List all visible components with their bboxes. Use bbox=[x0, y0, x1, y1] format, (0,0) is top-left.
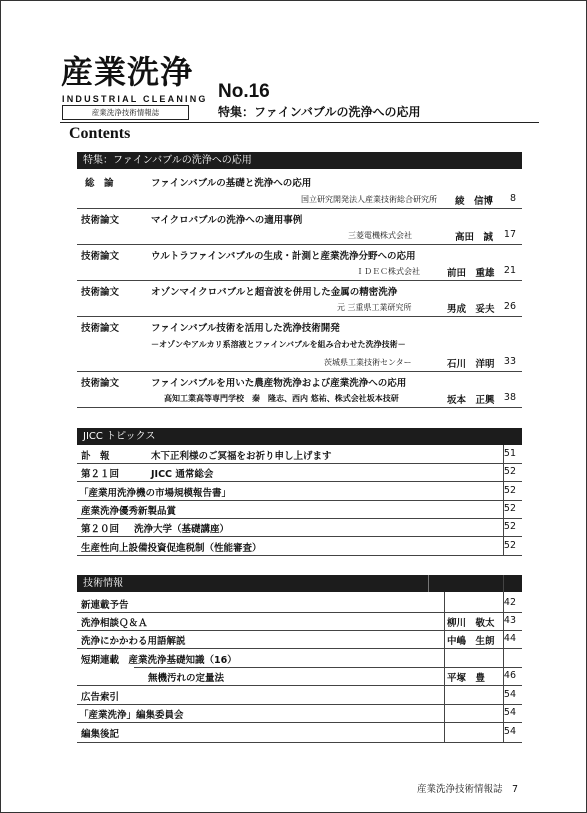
entry-divider bbox=[77, 280, 522, 281]
tech-title: 洗浄相談Ｑ＆Ａ bbox=[81, 618, 148, 629]
tech-page[interactable]: 43 bbox=[503, 615, 516, 626]
jicc-page[interactable]: 52 bbox=[503, 521, 516, 532]
entry-page[interactable]: 26 bbox=[503, 301, 516, 312]
magazine-title: 産業洗浄 bbox=[61, 53, 194, 91]
entry-author: 前田 重雄 bbox=[447, 268, 495, 279]
issue-number: No.16 bbox=[218, 81, 270, 102]
tech-title: 新連載予告 bbox=[81, 600, 129, 611]
magazine-subtitle-en: INDUSTRIAL CLEANING bbox=[62, 94, 208, 104]
entry-divider bbox=[77, 536, 522, 537]
tech-title: 編集後記 bbox=[81, 729, 120, 740]
entry-divider bbox=[77, 704, 522, 705]
feature-heading: 特集：ファインバブルの洗浄への応用 bbox=[218, 105, 421, 119]
tech-page[interactable]: 46 bbox=[503, 670, 516, 681]
header-rule bbox=[60, 122, 539, 123]
entry-author: 高田 誠 bbox=[455, 232, 494, 243]
entry-divider bbox=[77, 244, 522, 245]
entry-page[interactable]: 21 bbox=[503, 265, 516, 276]
entry-divider bbox=[77, 555, 522, 556]
jicc-page[interactable]: 52 bbox=[503, 540, 516, 551]
entry-divider bbox=[134, 667, 522, 668]
feature-section-header: 特集：ファインバブルの洗浄への応用 bbox=[77, 152, 522, 169]
entry-author: 坂本 正興 bbox=[447, 395, 495, 406]
entry-org: ＩＤＥＣ株式会社 bbox=[356, 267, 420, 276]
entry-divider bbox=[77, 208, 522, 209]
entry-author: 綾 信博 bbox=[455, 196, 494, 207]
entry-title: ファインバブルを用いた農産物洗浄および産業洗浄への応用 bbox=[151, 378, 407, 389]
entry-title: マイクロバブルの洗浄への適用事例 bbox=[151, 215, 303, 226]
entry-divider bbox=[77, 685, 522, 686]
tech-title: 「産業洗浄」編集委員会 bbox=[79, 710, 184, 721]
jicc-title: 洗浄大学（基礎講座） bbox=[134, 524, 230, 535]
entry-category: 技術論文 bbox=[81, 287, 120, 298]
jicc-title: 生産性向上設備投資促進税制（性能審査） bbox=[81, 543, 262, 554]
entry-divider bbox=[77, 612, 522, 613]
tech-page[interactable]: 54 bbox=[503, 689, 516, 700]
jicc-title: 「産業用洗浄機の市場規模報告書」 bbox=[79, 488, 232, 499]
jicc-title: JICC 通常総会 bbox=[151, 469, 214, 480]
entry-divider bbox=[77, 518, 522, 519]
entry-divider bbox=[77, 500, 522, 501]
entry-divider bbox=[77, 648, 522, 649]
entry-page[interactable]: 17 bbox=[503, 229, 516, 240]
jicc-page[interactable]: 52 bbox=[503, 466, 516, 477]
entry-title: ウルトラファインバブルの生成・計測と産業洗浄分野への応用 bbox=[151, 251, 416, 262]
entry-divider bbox=[77, 481, 522, 482]
jicc-section-header: JICC トピックス bbox=[77, 428, 522, 445]
jicc-label: 第２１回 bbox=[81, 469, 120, 480]
entry-org: 茨城県工業技術センター bbox=[324, 358, 412, 367]
entry-org: 高知工業高等専門学校 秦 隆志、西内 悠祐、株式会社坂本技研 bbox=[164, 394, 399, 403]
tech-author: 中嶋 生朗 bbox=[447, 636, 495, 647]
entry-org: 国立研究開発法人産業技術総合研究所 bbox=[301, 195, 437, 204]
entry-page[interactable]: 8 bbox=[509, 193, 516, 204]
entry-divider bbox=[77, 316, 522, 317]
tech-page[interactable]: 42 bbox=[503, 597, 516, 608]
tech-author: 平塚 豊 bbox=[447, 673, 486, 684]
entry-divider bbox=[77, 371, 522, 372]
entry-category: 技術論文 bbox=[81, 378, 120, 389]
jicc-label: 訃 報 bbox=[81, 451, 110, 462]
entry-title: ファインバブルの基礎と洗浄への応用 bbox=[151, 178, 312, 189]
tech-title: 広告索引 bbox=[81, 692, 120, 703]
entry-divider bbox=[77, 463, 522, 464]
entry-org: 三菱電機株式会社 bbox=[348, 231, 412, 240]
magazine-tagline-box: 産業洗浄技術情報誌 bbox=[62, 105, 189, 120]
jicc-page[interactable]: 52 bbox=[503, 503, 516, 514]
entry-title: オゾンマイクロバブルと超音波を併用した金属の精密洗浄 bbox=[151, 287, 398, 298]
tech-section-header: 技術情報 bbox=[77, 575, 522, 592]
contents-label: Contents bbox=[69, 125, 131, 142]
tech-title: 洗浄にかかわる用語解説 bbox=[81, 636, 186, 647]
entry-author: 石川 洋明 bbox=[447, 359, 495, 370]
entry-divider bbox=[77, 407, 522, 408]
entry-category: 技術論文 bbox=[81, 251, 120, 262]
entry-subtitle: －オゾンやアルカリ系溶液とファインバブルを組み合わせた洗浄技術－ bbox=[151, 340, 406, 349]
entry-divider bbox=[77, 630, 522, 631]
tech-title: 無機汚れの定量法 bbox=[148, 673, 225, 684]
jicc-title: 産業洗浄優秀新製品賞 bbox=[81, 506, 177, 517]
entry-category: 技術論文 bbox=[81, 323, 120, 334]
tech-title: 短期連載 産業洗浄基礎知識（16） bbox=[81, 655, 237, 666]
entry-page[interactable]: 33 bbox=[503, 356, 516, 367]
tech-page[interactable]: 54 bbox=[503, 726, 516, 737]
jicc-label: 第２０回 bbox=[81, 524, 120, 535]
page-footer: 産業洗浄技術情報誌 7 bbox=[416, 784, 518, 795]
jicc-page[interactable]: 52 bbox=[503, 485, 516, 496]
entry-author: 男成 妥夫 bbox=[447, 304, 495, 315]
entry-divider bbox=[77, 722, 522, 723]
header-divider bbox=[428, 575, 429, 592]
entry-title: ファインバブル技術を活用した洗浄技術開発 bbox=[151, 323, 340, 334]
entry-category: 技術論文 bbox=[81, 215, 120, 226]
jicc-page[interactable]: 51 bbox=[503, 448, 516, 459]
entry-org: 元 三重県工業研究所 bbox=[337, 303, 412, 312]
entry-page[interactable]: 38 bbox=[503, 392, 516, 403]
entry-category: 総 論 bbox=[85, 178, 114, 189]
tech-author: 柳川 敬太 bbox=[447, 618, 495, 629]
tech-page[interactable]: 54 bbox=[503, 707, 516, 718]
tech-page[interactable]: 44 bbox=[503, 633, 516, 644]
entry-divider bbox=[77, 742, 522, 743]
jicc-title: 木下正利様のご冥福をお祈り申し上げます bbox=[151, 451, 332, 462]
